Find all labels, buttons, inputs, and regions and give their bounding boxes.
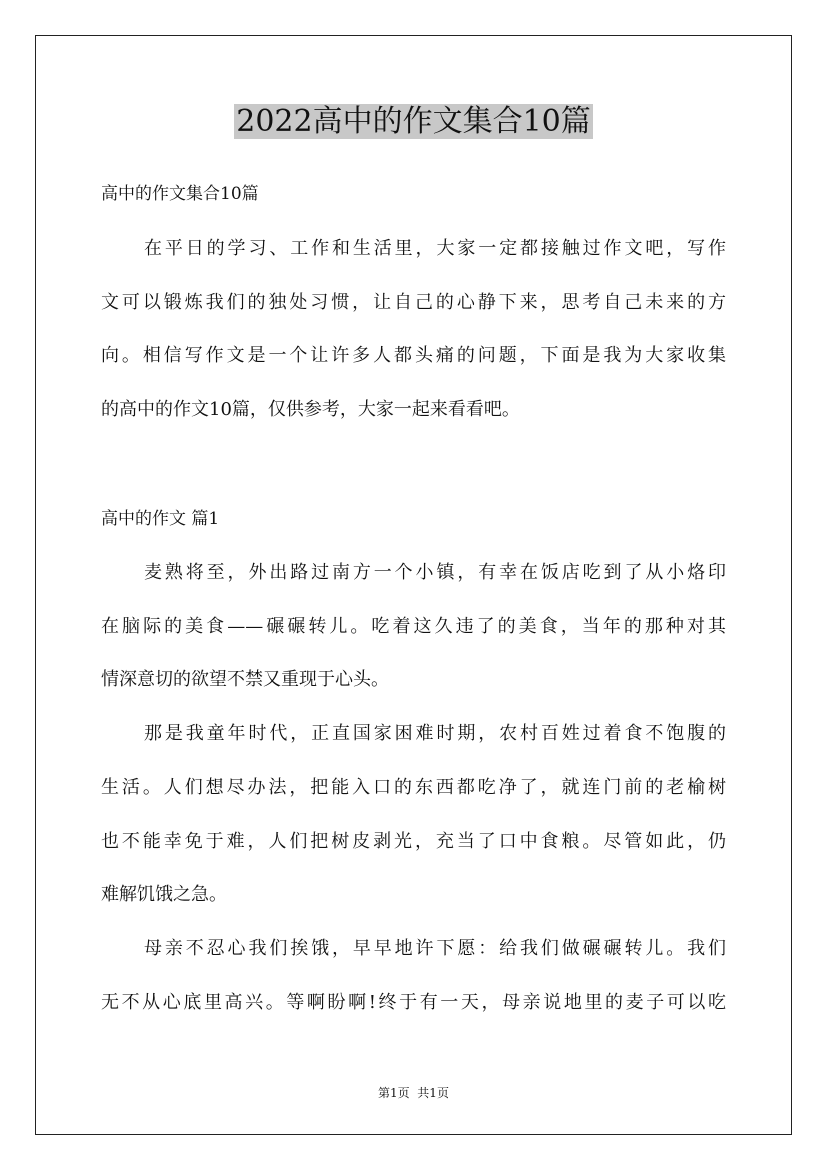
para1-line-3: 情深意切的欲望不禁又重现于心头。 (101, 669, 389, 690)
document-title-text: 2022高中的作文集合10篇 (236, 104, 591, 139)
intro-line-2: 文可以锻炼我们的独处习惯，让自己的心静下来，思考自己未来的方 (101, 292, 726, 313)
intro-line-1: 在平日的学习、工作和生活里，大家一定都接触过作文吧，写作 (144, 238, 726, 259)
para1-line-1: 麦熟将至，外出路过南方一个小镇，有幸在饭店吃到了从小烙印 (144, 562, 726, 583)
document-title (0, 101, 827, 143)
intro-line-3: 向。相信写作文是一个让许多人都头痛的问题，下面是我为大家收集 (101, 345, 726, 366)
essay-heading: 高中的作文 篇1 (101, 509, 220, 529)
para2-line-3: 也不能幸免于难，人们把树皮剥光，充当了口中食粮。尽管如此，仍 (101, 831, 726, 852)
para2-line-2: 生活。人们想尽办法，把能入口的东西都吃净了，就连门前的老榆树 (101, 777, 726, 798)
para3-line-2: 无不从心底里高兴。等啊盼啊!终于有一天，母亲说地里的麦子可以吃 (101, 992, 726, 1013)
para3-line-1: 母亲不忍心我们挨饿，早早地许下愿：给我们做碾碾转儿。我们 (144, 938, 726, 959)
para2-line-4: 难解饥饿之急。 (101, 884, 227, 905)
para1-line-2: 在脑际的美食——碾碾转儿。吃着这久违了的美食，当年的那种对其 (101, 616, 726, 637)
page-footer: 第1页 共1页 (378, 1086, 449, 1100)
para2-line-1: 那是我童年时代，正直国家困难时期，农村百姓过着食不饱腹的 (144, 723, 726, 744)
document-subtitle: 高中的作文集合10篇 (101, 184, 259, 204)
intro-line-4: 的高中的作文10篇，仅供参考，大家一起来看看吧。 (101, 399, 520, 420)
